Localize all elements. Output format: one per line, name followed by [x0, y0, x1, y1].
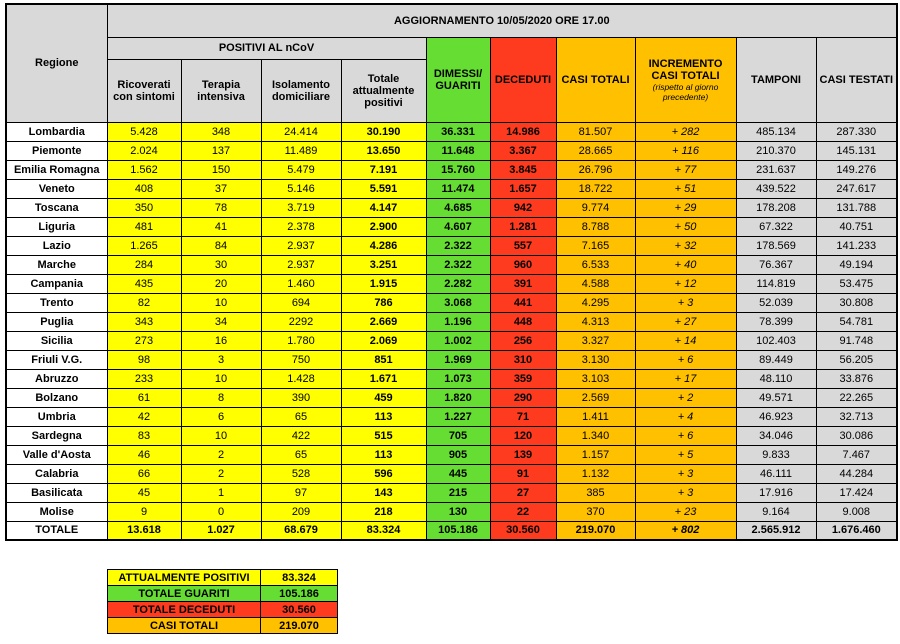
value-cell: + 77	[635, 160, 736, 179]
value-cell: 408	[107, 179, 181, 198]
value-cell: + 3	[635, 464, 736, 483]
value-cell: 3.103	[556, 369, 635, 388]
value-cell: 441	[490, 293, 556, 312]
value-cell: 83	[107, 426, 181, 445]
table-row	[6, 407, 897, 426]
value-cell: 7.467	[816, 445, 897, 464]
value-cell: 350	[107, 198, 181, 217]
value-cell: 13.618	[107, 521, 181, 540]
value-cell: 27	[490, 483, 556, 502]
table-row	[6, 369, 897, 388]
table-row	[6, 293, 897, 312]
value-cell: 435	[107, 274, 181, 293]
value-cell: 65	[261, 407, 341, 426]
value-cell: 145.131	[816, 141, 897, 160]
value-cell: 66	[107, 464, 181, 483]
value-cell: 120	[490, 426, 556, 445]
value-cell: 9.833	[736, 445, 816, 464]
value-cell: 3.251	[341, 255, 426, 274]
value-cell: 231.637	[736, 160, 816, 179]
value-cell: + 29	[635, 198, 736, 217]
value-cell: 11.474	[426, 179, 490, 198]
value-cell: 218	[341, 502, 426, 521]
value-cell: 17.424	[816, 483, 897, 502]
value-cell: 2.900	[341, 217, 426, 236]
value-cell: + 51	[635, 179, 736, 198]
value-cell: 5.146	[261, 179, 341, 198]
value-cell: 905	[426, 445, 490, 464]
value-cell: 348	[181, 122, 261, 141]
header-casi-testati: CASI TESTATI	[816, 37, 897, 122]
value-cell: 6.533	[556, 255, 635, 274]
value-cell: 370	[556, 502, 635, 521]
region-cell: Lazio	[6, 236, 107, 255]
value-cell: + 50	[635, 217, 736, 236]
summary-value: 219.070	[261, 618, 338, 634]
value-cell: 76.367	[736, 255, 816, 274]
table-row	[6, 350, 897, 369]
value-cell: + 27	[635, 312, 736, 331]
region-cell: Emilia Romagna	[6, 160, 107, 179]
value-cell: 448	[490, 312, 556, 331]
value-cell: + 40	[635, 255, 736, 274]
table-row	[6, 179, 897, 198]
value-cell: + 5	[635, 445, 736, 464]
value-cell: 1.157	[556, 445, 635, 464]
value-cell: 30.190	[341, 122, 426, 141]
region-cell: Friuli V.G.	[6, 350, 107, 369]
region-cell: Sicilia	[6, 331, 107, 350]
value-cell: 750	[261, 350, 341, 369]
value-cell: 78.399	[736, 312, 816, 331]
value-cell: 1.073	[426, 369, 490, 388]
value-cell: 68.679	[261, 521, 341, 540]
table-row	[6, 426, 897, 445]
value-cell: 210.370	[736, 141, 816, 160]
value-cell: 8.788	[556, 217, 635, 236]
value-cell: 78	[181, 198, 261, 217]
value-cell: 17.916	[736, 483, 816, 502]
value-cell: 61	[107, 388, 181, 407]
value-cell: 9.164	[736, 502, 816, 521]
value-cell: 4.607	[426, 217, 490, 236]
value-cell: 705	[426, 426, 490, 445]
summary-row	[108, 602, 338, 618]
summary-label: ATTUALMENTE POSITIVI	[108, 570, 261, 586]
value-cell: 30	[181, 255, 261, 274]
value-cell: 54.781	[816, 312, 897, 331]
value-cell: 83.324	[341, 521, 426, 540]
value-cell: 5.428	[107, 122, 181, 141]
value-cell: 4.685	[426, 198, 490, 217]
value-cell: 13.650	[341, 141, 426, 160]
table-row	[6, 502, 897, 521]
value-cell: 3.845	[490, 160, 556, 179]
value-cell: 1.027	[181, 521, 261, 540]
value-cell: 150	[181, 160, 261, 179]
value-cell: 2.937	[261, 236, 341, 255]
value-cell: 3	[181, 350, 261, 369]
header-terapia: Terapia intensiva	[181, 59, 261, 122]
value-cell: 1.002	[426, 331, 490, 350]
value-cell: 1.820	[426, 388, 490, 407]
region-cell: Puglia	[6, 312, 107, 331]
table-row	[6, 122, 897, 141]
value-cell: 2	[181, 464, 261, 483]
value-cell: 1.969	[426, 350, 490, 369]
region-cell: Lombardia	[6, 122, 107, 141]
value-cell: 2.322	[426, 255, 490, 274]
region-cell: Calabria	[6, 464, 107, 483]
header-incremento-note: (rispetto al giorno precedente)	[652, 81, 719, 102]
value-cell: 91	[490, 464, 556, 483]
region-cell: Veneto	[6, 179, 107, 198]
value-cell: 131.788	[816, 198, 897, 217]
value-cell: 149.276	[816, 160, 897, 179]
value-cell: 5.479	[261, 160, 341, 179]
value-cell: 52.039	[736, 293, 816, 312]
value-cell: 14.986	[490, 122, 556, 141]
value-cell: 1.676.460	[816, 521, 897, 540]
value-cell: + 12	[635, 274, 736, 293]
value-cell: + 3	[635, 483, 736, 502]
region-cell: TOTALE	[6, 521, 107, 540]
value-cell: 515	[341, 426, 426, 445]
value-cell: 1.562	[107, 160, 181, 179]
value-cell: 37	[181, 179, 261, 198]
value-cell: 445	[426, 464, 490, 483]
header-dimessi: DIMESSI/ GUARITI	[426, 37, 490, 122]
region-cell: Liguria	[6, 217, 107, 236]
value-cell: 5.591	[341, 179, 426, 198]
value-cell: 139	[490, 445, 556, 464]
value-cell: 273	[107, 331, 181, 350]
value-cell: 2.937	[261, 255, 341, 274]
value-cell: + 17	[635, 369, 736, 388]
region-cell: Campania	[6, 274, 107, 293]
table-row	[6, 255, 897, 274]
summary-body	[108, 570, 338, 634]
table-row	[6, 445, 897, 464]
value-cell: 91.748	[816, 331, 897, 350]
value-cell: 3.327	[556, 331, 635, 350]
value-cell: 4.588	[556, 274, 635, 293]
value-cell: 56.205	[816, 350, 897, 369]
value-cell: 219.070	[556, 521, 635, 540]
value-cell: 459	[341, 388, 426, 407]
value-cell: 22	[490, 502, 556, 521]
value-cell: 6	[181, 407, 261, 426]
header-incremento-label: INCREMENTO CASI TOTALI	[648, 57, 723, 82]
value-cell: 290	[490, 388, 556, 407]
header-deceduti: DECEDUTI	[490, 37, 556, 122]
value-cell: 143	[341, 483, 426, 502]
table-body	[6, 122, 897, 540]
value-cell: 4.286	[341, 236, 426, 255]
value-cell: 9	[107, 502, 181, 521]
value-cell: 2.024	[107, 141, 181, 160]
value-cell: 8	[181, 388, 261, 407]
value-cell: 422	[261, 426, 341, 445]
table-row	[6, 160, 897, 179]
table-row	[6, 236, 897, 255]
value-cell: 2.322	[426, 236, 490, 255]
value-cell: 178.208	[736, 198, 816, 217]
value-cell: 851	[341, 350, 426, 369]
value-cell: 2.378	[261, 217, 341, 236]
value-cell: + 802	[635, 521, 736, 540]
value-cell: 30.086	[816, 426, 897, 445]
value-cell: 53.475	[816, 274, 897, 293]
value-cell: 65	[261, 445, 341, 464]
summary-row	[108, 570, 338, 586]
value-cell: + 32	[635, 236, 736, 255]
summary-value: 30.560	[261, 602, 338, 618]
table-row	[6, 312, 897, 331]
region-cell: Trento	[6, 293, 107, 312]
summary-table	[107, 569, 338, 634]
value-cell: 82	[107, 293, 181, 312]
value-cell: 1.132	[556, 464, 635, 483]
header-casi-totali: CASI TOTALI	[556, 37, 635, 122]
value-cell: 3.130	[556, 350, 635, 369]
region-cell: Valle d'Aosta	[6, 445, 107, 464]
value-cell: 1.411	[556, 407, 635, 426]
value-cell: 4.295	[556, 293, 635, 312]
covid-regional-table	[5, 3, 898, 541]
value-cell: 528	[261, 464, 341, 483]
value-cell: 45	[107, 483, 181, 502]
value-cell: 49.571	[736, 388, 816, 407]
value-cell: 2.569	[556, 388, 635, 407]
value-cell: 284	[107, 255, 181, 274]
value-cell: 30.560	[490, 521, 556, 540]
value-cell: 113	[341, 407, 426, 426]
summary-label: CASI TOTALI	[108, 618, 261, 634]
summary-label: TOTALE GUARITI	[108, 586, 261, 602]
value-cell: 11.489	[261, 141, 341, 160]
value-cell: 596	[341, 464, 426, 483]
value-cell: 178.569	[736, 236, 816, 255]
header-tamponi: TAMPONI	[736, 37, 816, 122]
value-cell: 960	[490, 255, 556, 274]
value-cell: 130	[426, 502, 490, 521]
value-cell: 114.819	[736, 274, 816, 293]
value-cell: 71	[490, 407, 556, 426]
value-cell: 439.522	[736, 179, 816, 198]
value-cell: 481	[107, 217, 181, 236]
value-cell: 343	[107, 312, 181, 331]
value-cell: 30.808	[816, 293, 897, 312]
value-cell: 4.313	[556, 312, 635, 331]
value-cell: 97	[261, 483, 341, 502]
value-cell: 209	[261, 502, 341, 521]
value-cell: 1	[181, 483, 261, 502]
region-cell: Sardegna	[6, 426, 107, 445]
value-cell: 287.330	[816, 122, 897, 141]
value-cell: 42	[107, 407, 181, 426]
value-cell: + 3	[635, 293, 736, 312]
value-cell: 24.414	[261, 122, 341, 141]
table-row	[6, 388, 897, 407]
value-cell: 9.774	[556, 198, 635, 217]
value-cell: + 14	[635, 331, 736, 350]
header-positivi-group: POSITIVI AL nCoV	[107, 37, 426, 59]
header-incremento	[635, 37, 736, 122]
value-cell: 557	[490, 236, 556, 255]
value-cell: 28.665	[556, 141, 635, 160]
summary-row	[108, 586, 338, 602]
value-cell: 67.322	[736, 217, 816, 236]
value-cell: 1.780	[261, 331, 341, 350]
region-cell: Basilicata	[6, 483, 107, 502]
region-cell: Piemonte	[6, 141, 107, 160]
value-cell: 1.265	[107, 236, 181, 255]
table-row	[6, 483, 897, 502]
value-cell: 1.196	[426, 312, 490, 331]
value-cell: 2.282	[426, 274, 490, 293]
value-cell: 11.648	[426, 141, 490, 160]
region-cell: Molise	[6, 502, 107, 521]
value-cell: 84	[181, 236, 261, 255]
value-cell: 390	[261, 388, 341, 407]
value-cell: 2.565.912	[736, 521, 816, 540]
value-cell: + 23	[635, 502, 736, 521]
value-cell: 1.227	[426, 407, 490, 426]
value-cell: 46	[107, 445, 181, 464]
value-cell: 98	[107, 350, 181, 369]
summary-row	[108, 618, 338, 634]
value-cell: 385	[556, 483, 635, 502]
value-cell: 105.186	[426, 521, 490, 540]
summary-value: 105.186	[261, 586, 338, 602]
value-cell: 10	[181, 369, 261, 388]
value-cell: 391	[490, 274, 556, 293]
value-cell: 1.657	[490, 179, 556, 198]
value-cell: + 282	[635, 122, 736, 141]
value-cell: 3.068	[426, 293, 490, 312]
value-cell: 1.671	[341, 369, 426, 388]
value-cell: 0	[181, 502, 261, 521]
value-cell: 15.760	[426, 160, 490, 179]
value-cell: 141.233	[816, 236, 897, 255]
value-cell: 1.428	[261, 369, 341, 388]
value-cell: 137	[181, 141, 261, 160]
value-cell: 33.876	[816, 369, 897, 388]
value-cell: 247.617	[816, 179, 897, 198]
value-cell: 7.165	[556, 236, 635, 255]
value-cell: 16	[181, 331, 261, 350]
value-cell: 786	[341, 293, 426, 312]
table-row	[6, 464, 897, 483]
value-cell: 694	[261, 293, 341, 312]
value-cell: + 116	[635, 141, 736, 160]
value-cell: 310	[490, 350, 556, 369]
value-cell: 46.923	[736, 407, 816, 426]
value-cell: 44.284	[816, 464, 897, 483]
value-cell: 2	[181, 445, 261, 464]
region-cell: Toscana	[6, 198, 107, 217]
value-cell: 1.460	[261, 274, 341, 293]
value-cell: 46.111	[736, 464, 816, 483]
value-cell: 2292	[261, 312, 341, 331]
value-cell: 48.110	[736, 369, 816, 388]
value-cell: 256	[490, 331, 556, 350]
value-cell: 10	[181, 426, 261, 445]
region-cell: Abruzzo	[6, 369, 107, 388]
value-cell: 942	[490, 198, 556, 217]
value-cell: 3.367	[490, 141, 556, 160]
value-cell: 81.507	[556, 122, 635, 141]
region-cell: Bolzano	[6, 388, 107, 407]
header-ricoverati: Ricoverati con sintomi	[107, 59, 181, 122]
value-cell: + 2	[635, 388, 736, 407]
value-cell: 89.449	[736, 350, 816, 369]
value-cell: 3.719	[261, 198, 341, 217]
value-cell: 102.403	[736, 331, 816, 350]
value-cell: 1.340	[556, 426, 635, 445]
value-cell: 34.046	[736, 426, 816, 445]
value-cell: 4.147	[341, 198, 426, 217]
value-cell: 2.069	[341, 331, 426, 350]
value-cell: 40.751	[816, 217, 897, 236]
value-cell: 485.134	[736, 122, 816, 141]
value-cell: + 6	[635, 426, 736, 445]
value-cell: 1.281	[490, 217, 556, 236]
region-cell: Umbria	[6, 407, 107, 426]
value-cell: 41	[181, 217, 261, 236]
value-cell: 7.191	[341, 160, 426, 179]
header-regione: Regione	[6, 4, 107, 122]
value-cell: 2.669	[341, 312, 426, 331]
value-cell: 9.008	[816, 502, 897, 521]
value-cell: 215	[426, 483, 490, 502]
value-cell: 26.796	[556, 160, 635, 179]
header-totale-positivi: Totale attualmente positivi	[341, 59, 426, 122]
summary-value: 83.324	[261, 570, 338, 586]
total-row	[6, 521, 897, 540]
header-isolamento: Isolamento domiciliare	[261, 59, 341, 122]
table-title: AGGIORNAMENTO 10/05/2020 ORE 17.00	[107, 4, 897, 37]
value-cell: 10	[181, 293, 261, 312]
table-row	[6, 141, 897, 160]
table-row	[6, 198, 897, 217]
value-cell: 113	[341, 445, 426, 464]
summary-label: TOTALE DECEDUTI	[108, 602, 261, 618]
value-cell: + 4	[635, 407, 736, 426]
region-cell: Marche	[6, 255, 107, 274]
value-cell: 22.265	[816, 388, 897, 407]
value-cell: 18.722	[556, 179, 635, 198]
value-cell: 32.713	[816, 407, 897, 426]
table-row	[6, 274, 897, 293]
table-row	[6, 217, 897, 236]
value-cell: 1.915	[341, 274, 426, 293]
value-cell: 20	[181, 274, 261, 293]
table-row	[6, 331, 897, 350]
value-cell: 233	[107, 369, 181, 388]
value-cell: + 6	[635, 350, 736, 369]
value-cell: 36.331	[426, 122, 490, 141]
value-cell: 49.194	[816, 255, 897, 274]
value-cell: 34	[181, 312, 261, 331]
value-cell: 359	[490, 369, 556, 388]
